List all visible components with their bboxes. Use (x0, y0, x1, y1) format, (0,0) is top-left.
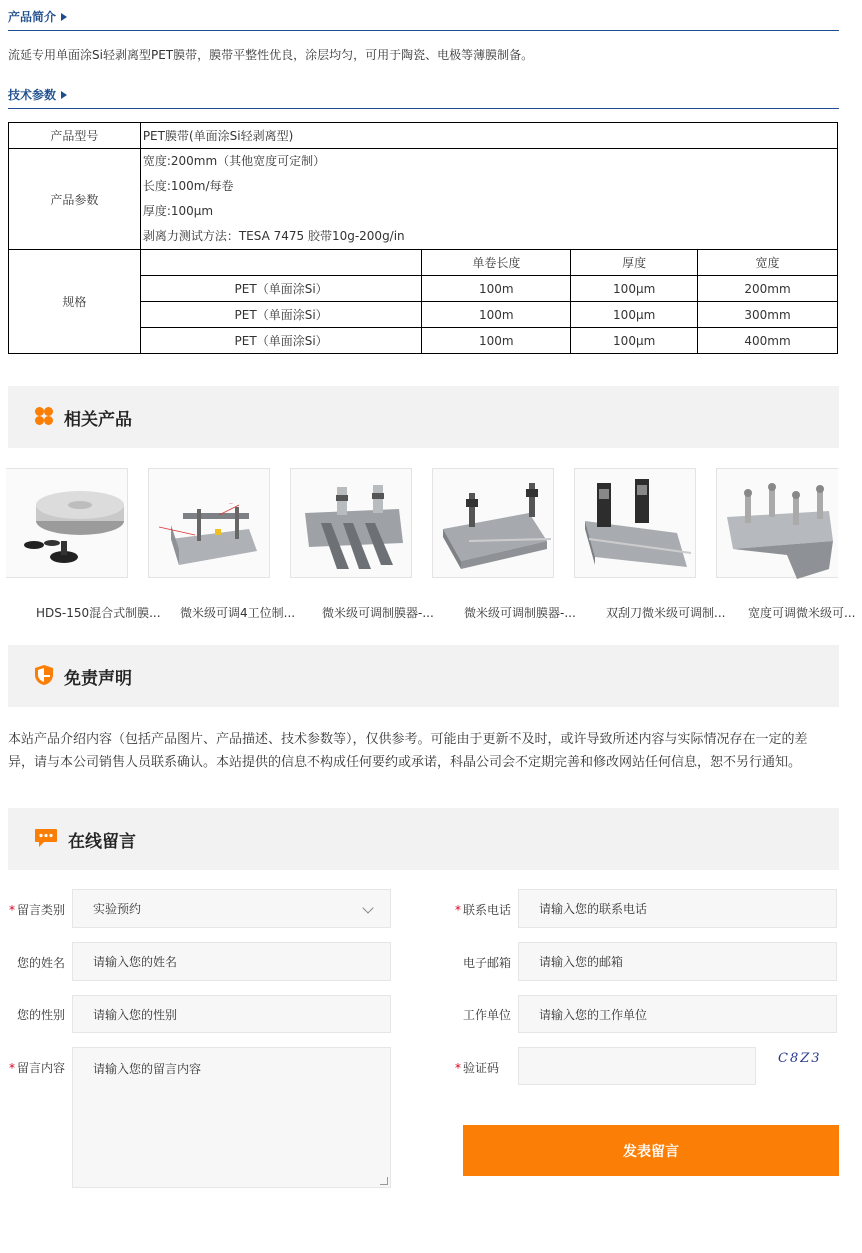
content-label: * 留言内容 (8, 1061, 65, 1075)
product-card[interactable] (290, 468, 434, 628)
name-label: 您的姓名 (16, 956, 65, 970)
spec-header-length: 单卷长度 (422, 250, 571, 276)
email-label: 电子邮箱 (462, 956, 511, 970)
required-mark: * (454, 1061, 461, 1075)
spec-header-blank (140, 250, 422, 276)
product-card[interactable] (432, 468, 576, 628)
intro-section-header (8, 8, 839, 31)
gender-input[interactable]: 请输入您的性别 (72, 995, 391, 1033)
work-input[interactable]: 请输入您的工作单位 (518, 995, 837, 1033)
spec-length: 100m (422, 302, 571, 328)
disclaimer-header (8, 645, 839, 707)
triangle-right-icon (61, 91, 67, 99)
spec-length: 100m (422, 276, 571, 302)
spec-thickness: 100μm (571, 328, 698, 354)
spec-header-width: 宽度 (698, 250, 838, 276)
captcha-image[interactable]: C8Z3 (778, 1051, 822, 1066)
product-image[interactable] (432, 468, 554, 578)
model-value: PET膜带(单面涂Si轻剥离型) (140, 123, 837, 149)
svg-text:—: — (229, 501, 233, 506)
product-card[interactable] (6, 468, 161, 628)
spec-length: 100m (422, 328, 571, 354)
message-header (8, 808, 839, 870)
phone-input[interactable]: 请输入您的联系电话 (518, 889, 837, 928)
spec-material: PET（单面涂Si） (140, 302, 422, 328)
param-thickness: 厚度:100μm (142, 204, 214, 218)
submit-button[interactable]: 发表留言 (463, 1125, 839, 1176)
required-mark: * (8, 1061, 15, 1075)
clover-icon (34, 406, 54, 429)
content-textarea[interactable]: 请输入您的留言内容 (72, 1047, 391, 1188)
product-name[interactable]: 微米级可调制膜器-... (322, 606, 434, 620)
product-name[interactable]: 双刮刀微米级可调制... (606, 606, 726, 620)
product-image[interactable] (6, 468, 128, 578)
email-input[interactable]: 请输入您的邮箱 (518, 942, 837, 981)
param-length: 长度:100m/每卷 (142, 179, 234, 193)
spec-table (8, 122, 838, 354)
related-products-header (8, 386, 839, 448)
chat-bubble-icon (34, 828, 58, 851)
name-input[interactable]: 请输入您的姓名 (72, 942, 391, 981)
spec-width: 300mm (698, 302, 838, 328)
product-name[interactable]: 微米级可调制膜器-... (464, 606, 576, 620)
product-card[interactable] (716, 468, 856, 628)
product-name[interactable]: 宽度可调微米级可... (748, 606, 856, 620)
param-width: 宽度:200mm（其他宽度可定制） (142, 154, 326, 168)
product-image[interactable] (290, 468, 412, 578)
captcha-label: * 验证码 (454, 1061, 499, 1075)
product-card[interactable] (148, 468, 296, 628)
chevron-down-icon (362, 902, 373, 913)
spec-label: 规格 (9, 250, 141, 354)
spec-thickness: 100μm (571, 302, 698, 328)
param-peel-test: 剥离力测试方法：TESA 7475 胶带10g-200g/in (142, 229, 405, 243)
gender-label: 您的性别 (16, 1008, 65, 1022)
product-image[interactable] (148, 468, 270, 578)
model-label: 产品型号 (9, 123, 141, 149)
params-cell (140, 149, 837, 250)
shield-icon (34, 664, 54, 689)
category-select[interactable]: 实验预约 (72, 889, 391, 928)
tech-section-title: 技术参数 (8, 86, 67, 103)
captcha-input[interactable] (518, 1047, 756, 1085)
spec-material: PET（单面涂Si） (140, 328, 422, 354)
product-card[interactable] (574, 468, 726, 628)
params-label: 产品参数 (9, 149, 141, 250)
product-image[interactable] (716, 468, 838, 578)
category-label: * 留言类别 (8, 903, 65, 917)
phone-label: * 联系电话 (454, 903, 511, 917)
intro-text: 流延专用单面涂Si轻剥离型PET膜带，膜带平整性优良，涂层均匀，可用于陶瓷、电极等薄膜制备。 (8, 48, 534, 62)
triangle-right-icon (61, 13, 67, 21)
product-image[interactable] (574, 468, 696, 578)
spec-thickness: 100μm (571, 276, 698, 302)
spec-width: 200mm (698, 276, 838, 302)
related-products-carousel[interactable] (8, 468, 856, 628)
product-name[interactable]: HDS-150混合式制膜... (36, 606, 161, 620)
disclaimer-text: 本站产品介绍内容（包括产品图片、产品描述、技术参数等），仅供参考。可能由于更新不及时，或许导致所述内容与实际情况存在一定的差异，请与本公司销售人员联系确认。本站提供的信息不构成任何要约或承诺，科晶公司会不定期完善和修改网站任何信息，恕不另行通知。 (8, 732, 808, 770)
spec-material: PET（单面涂Si） (140, 276, 422, 302)
required-mark: * (454, 903, 461, 917)
product-name[interactable]: 微米级可调4工位制... (180, 606, 296, 620)
work-label: 工作单位 (462, 1008, 511, 1022)
related-products-title: 相关产品 (64, 409, 132, 430)
spec-header-thickness: 厚度 (571, 250, 698, 276)
message-title: 在线留言 (68, 831, 136, 852)
disclaimer-title: 免责声明 (64, 668, 132, 689)
spec-width: 400mm (698, 328, 838, 354)
intro-section-title: 产品简介 (8, 8, 67, 25)
required-mark: * (8, 903, 15, 917)
resize-handle-icon[interactable] (380, 1177, 388, 1185)
tech-section-header (8, 86, 839, 109)
